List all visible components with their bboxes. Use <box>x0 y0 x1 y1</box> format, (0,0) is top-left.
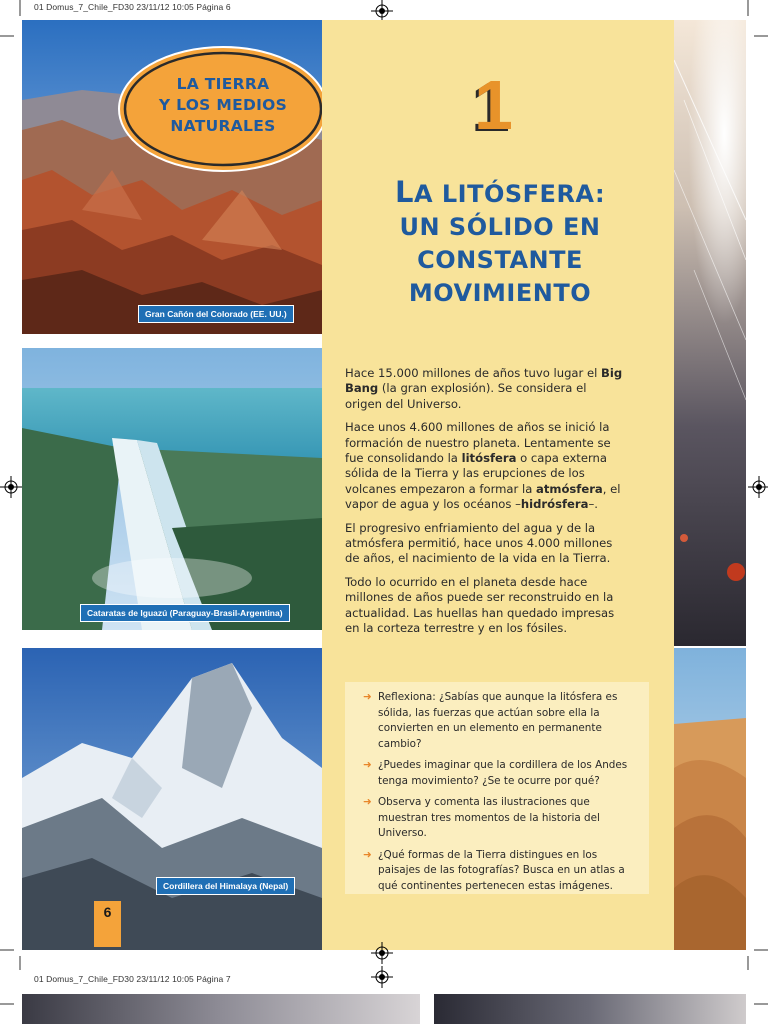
question-1: ➜ Reflexiona: ¿Sabías que aunque la litósfera es sólida, las fuerzas que actúan sobre ella la convierten en un elemento en permanente cambio? <box>363 691 618 750</box>
page-number: 6 <box>103 904 112 920</box>
paragraph-4: Todo lo ocurrido en el planeta desde hace millones de años puede ser reconstruido en la actualidad. Las huellas han quedado impresas en la corteza terrestre y en los fósiles. <box>345 574 615 636</box>
caption-iguazu-falls: Cataratas de Iguazú (Paraguay-Brasil-Argentina) <box>80 604 290 622</box>
caption-himalaya: Cordillera del Himalaya (Nepal) <box>156 877 295 895</box>
arrow-icon: ➜ <box>363 796 372 808</box>
photo-desert <box>674 648 746 950</box>
chapter-title-line4: MOVIMIENTO <box>408 279 592 307</box>
chapter-title-line1: A LITÓSFERA: <box>413 180 606 208</box>
arrow-icon: ➜ <box>363 759 372 771</box>
paragraph-3: El progresivo enfriamiento del agua y de la atmósfera permitió, hace unos 4.000 millones de años, el nacimiento de la vida en la Tierra. <box>345 520 613 566</box>
questions-box <box>345 682 649 894</box>
arrow-icon: ➜ <box>363 691 372 703</box>
question-3: ➜ Observa y comenta las ilustraciones que muestran tres momentos de la historia del Universo. <box>363 796 600 839</box>
chapter-title-initial: L <box>394 175 414 209</box>
body-text <box>345 366 623 645</box>
arrow-icon: ➜ <box>363 848 372 861</box>
question-2: ➜ ¿Puedes imaginar que la cordillera de los Andes tenga movimiento? ¿Se te ocurre por qué? <box>363 759 628 787</box>
registration-mark-right-icon <box>748 476 768 498</box>
photo-himalaya <box>22 648 322 950</box>
registration-mark-left-icon <box>0 476 22 498</box>
chapter-number: 1 <box>474 66 513 144</box>
print-slug-top: 01 Domus_7_Chile_FD30 23/11/12 10:05 Página 6 <box>34 2 231 12</box>
chapter-title-line3: CONSTANTE <box>417 246 583 274</box>
illustration-universe <box>674 20 746 646</box>
unit-badge-line3: NATURALES <box>170 117 276 135</box>
paragraph-2: Hace unos 4.600 millones de años se inició la formación de nuestro planeta. Lentamente se fue consolidando la litósfera o capa externa sólida de la Tierra y las erupciones de los volcanes empezaron a formar la atmósfera, el vapor de agua y los océanos –hidrósfera–. <box>345 420 621 512</box>
chapter-title <box>340 176 660 310</box>
caption-grand-canyon: Gran Cañón del Colorado (EE. UU.) <box>138 305 294 323</box>
unit-badge-line1: LA TIERRA <box>176 75 270 93</box>
page2-image-strip-left <box>22 994 420 1024</box>
question-4: ➜ ¿Qué formas de la Tierra distingues en los paisajes de las fotografías? Busca en un atlas a qué continentes pertenecen estas imágenes. <box>363 848 625 892</box>
registration-mark-bottom-icon <box>371 942 393 964</box>
photo-iguazu-falls <box>22 348 322 630</box>
unit-badge <box>116 44 330 174</box>
chapter-title-line2: UN SÓLIDO EN <box>399 213 601 241</box>
registration-mark-page2-icon <box>371 966 393 988</box>
page2-image-strip-right <box>434 994 746 1024</box>
print-slug-bottom: 01 Domus_7_Chile_FD30 23/11/12 10:05 Página 7 <box>34 974 231 984</box>
paragraph-1: Hace 15.000 millones de años tuvo lugar el Big Bang (la gran explosión). Se considera el origen del Universo. <box>345 366 623 411</box>
unit-badge-line2: Y LOS MEDIOS <box>158 96 288 114</box>
